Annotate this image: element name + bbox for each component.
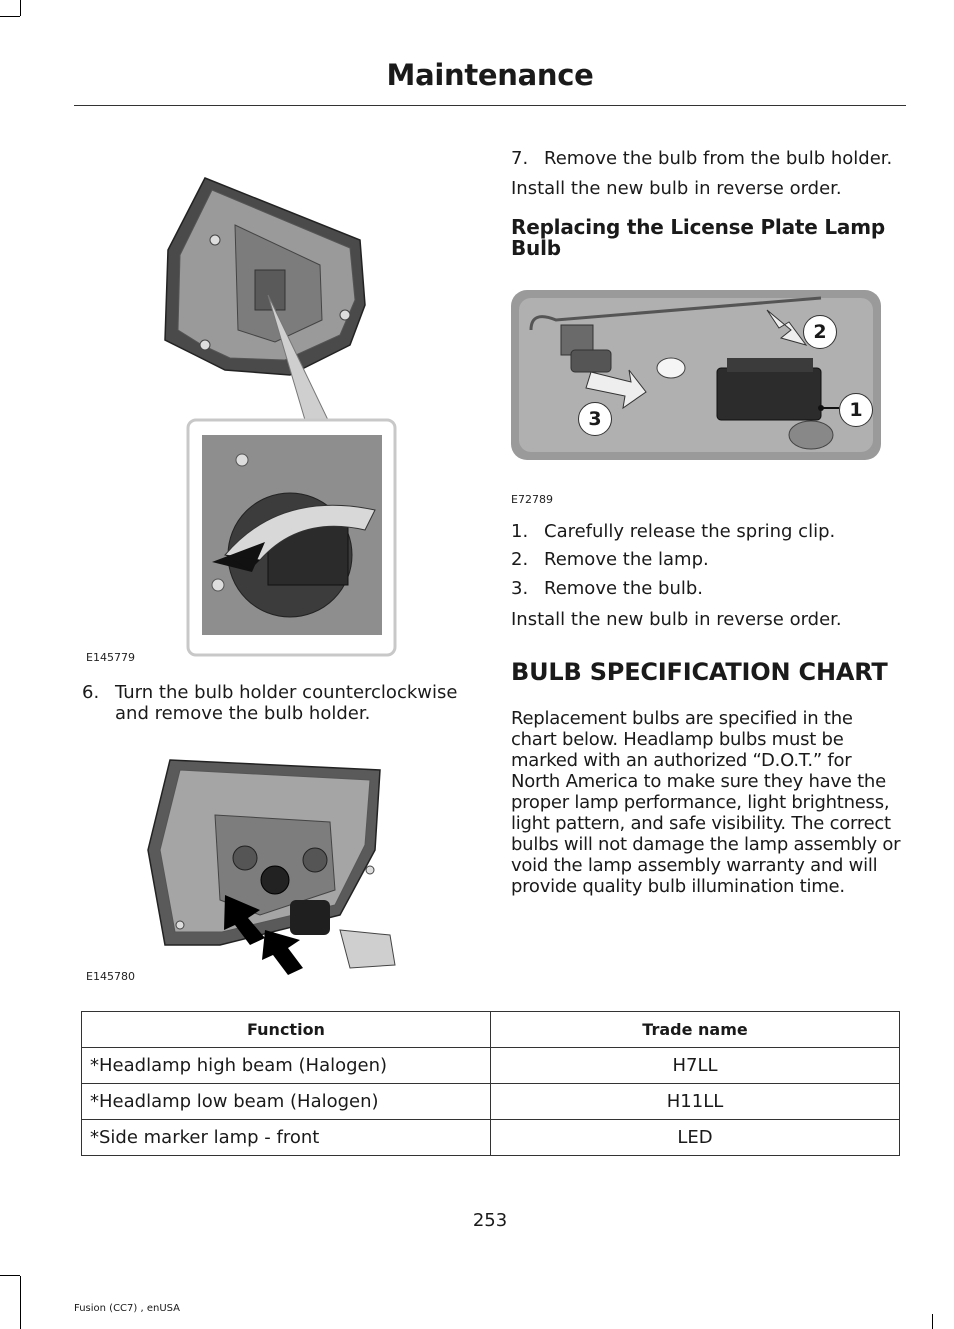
step-text: Remove the bulb from the bulb holder. (544, 148, 893, 169)
crop-mark (0, 16, 20, 17)
install-note: Install the new bulb in reverse order. (511, 178, 842, 199)
license-step-2 (511, 549, 906, 570)
step-6 (82, 682, 477, 724)
step-number: 1. (511, 521, 529, 542)
function-cell: *Headlamp high beam (Halogen) (82, 1048, 491, 1084)
callout-3: 3 (578, 402, 612, 436)
bulb-chart-intro: Replacement bulbs are specified in the chart below. Headlamp bulbs must be marked with an authorized “D.O.T.” for North America to make sure they have the proper lamp performance, light brightness, light pattern, and safe visibility. The correct bulbs will not damage the lamp assembly or void the lamp assembly warranty and will provide quality bulb illumination time. (511, 708, 901, 897)
figure-code: E145779 (86, 651, 135, 664)
step-text: Remove the lamp. (544, 549, 709, 570)
crop-mark (0, 1275, 20, 1276)
function-cell: *Headlamp low beam (Halogen) (82, 1084, 491, 1120)
figure-code: E145780 (86, 970, 135, 983)
page-title: Maintenance (386, 58, 594, 92)
step-number: 3. (511, 578, 529, 599)
column-header-trade-name: Trade name (491, 1012, 900, 1048)
function-cell: *Side marker lamp - front (82, 1120, 491, 1156)
step-text: Carefully release the spring clip. (544, 521, 836, 542)
bulb-chart-heading: BULB SPECIFICATION CHART (511, 658, 888, 686)
title-divider (74, 105, 906, 106)
trade-name-cell: LED (491, 1120, 900, 1156)
table-row (82, 1120, 900, 1156)
crop-mark (932, 1314, 933, 1329)
table-row (82, 1048, 900, 1084)
crop-mark (20, 0, 21, 16)
footer-model: Fusion (CC7) , enUSA (74, 1303, 181, 1314)
step-number: 7. (511, 148, 529, 169)
step-number: 6. (82, 682, 100, 703)
step-number: 2. (511, 549, 529, 570)
figure-bulb-holder-removed (140, 740, 410, 980)
page-number: 253 (472, 1210, 508, 1231)
crop-mark (20, 1276, 21, 1329)
license-step-1 (511, 521, 906, 542)
license-step-3 (511, 578, 906, 599)
step-text: Turn the bulb holder counterclockwise and remove the bulb holder. (115, 682, 458, 724)
table-row (82, 1084, 900, 1120)
bulb-spec-table (81, 1011, 900, 1156)
trade-name-cell: H7LL (491, 1048, 900, 1084)
step-7 (511, 148, 906, 169)
table-header-row (82, 1012, 900, 1048)
callout-2: 2 (803, 315, 837, 349)
figure-tail-lamp-holder (150, 170, 410, 660)
license-plate-heading: Replacing the License Plate Lamp Bulb (511, 215, 885, 260)
callout-1: 1 (839, 393, 873, 427)
trade-name-cell: H11LL (491, 1084, 900, 1120)
figure-code: E72789 (511, 493, 553, 506)
column-header-function: Function (82, 1012, 491, 1048)
install-note: Install the new bulb in reverse order. (511, 609, 842, 630)
step-text: Remove the bulb. (544, 578, 704, 599)
